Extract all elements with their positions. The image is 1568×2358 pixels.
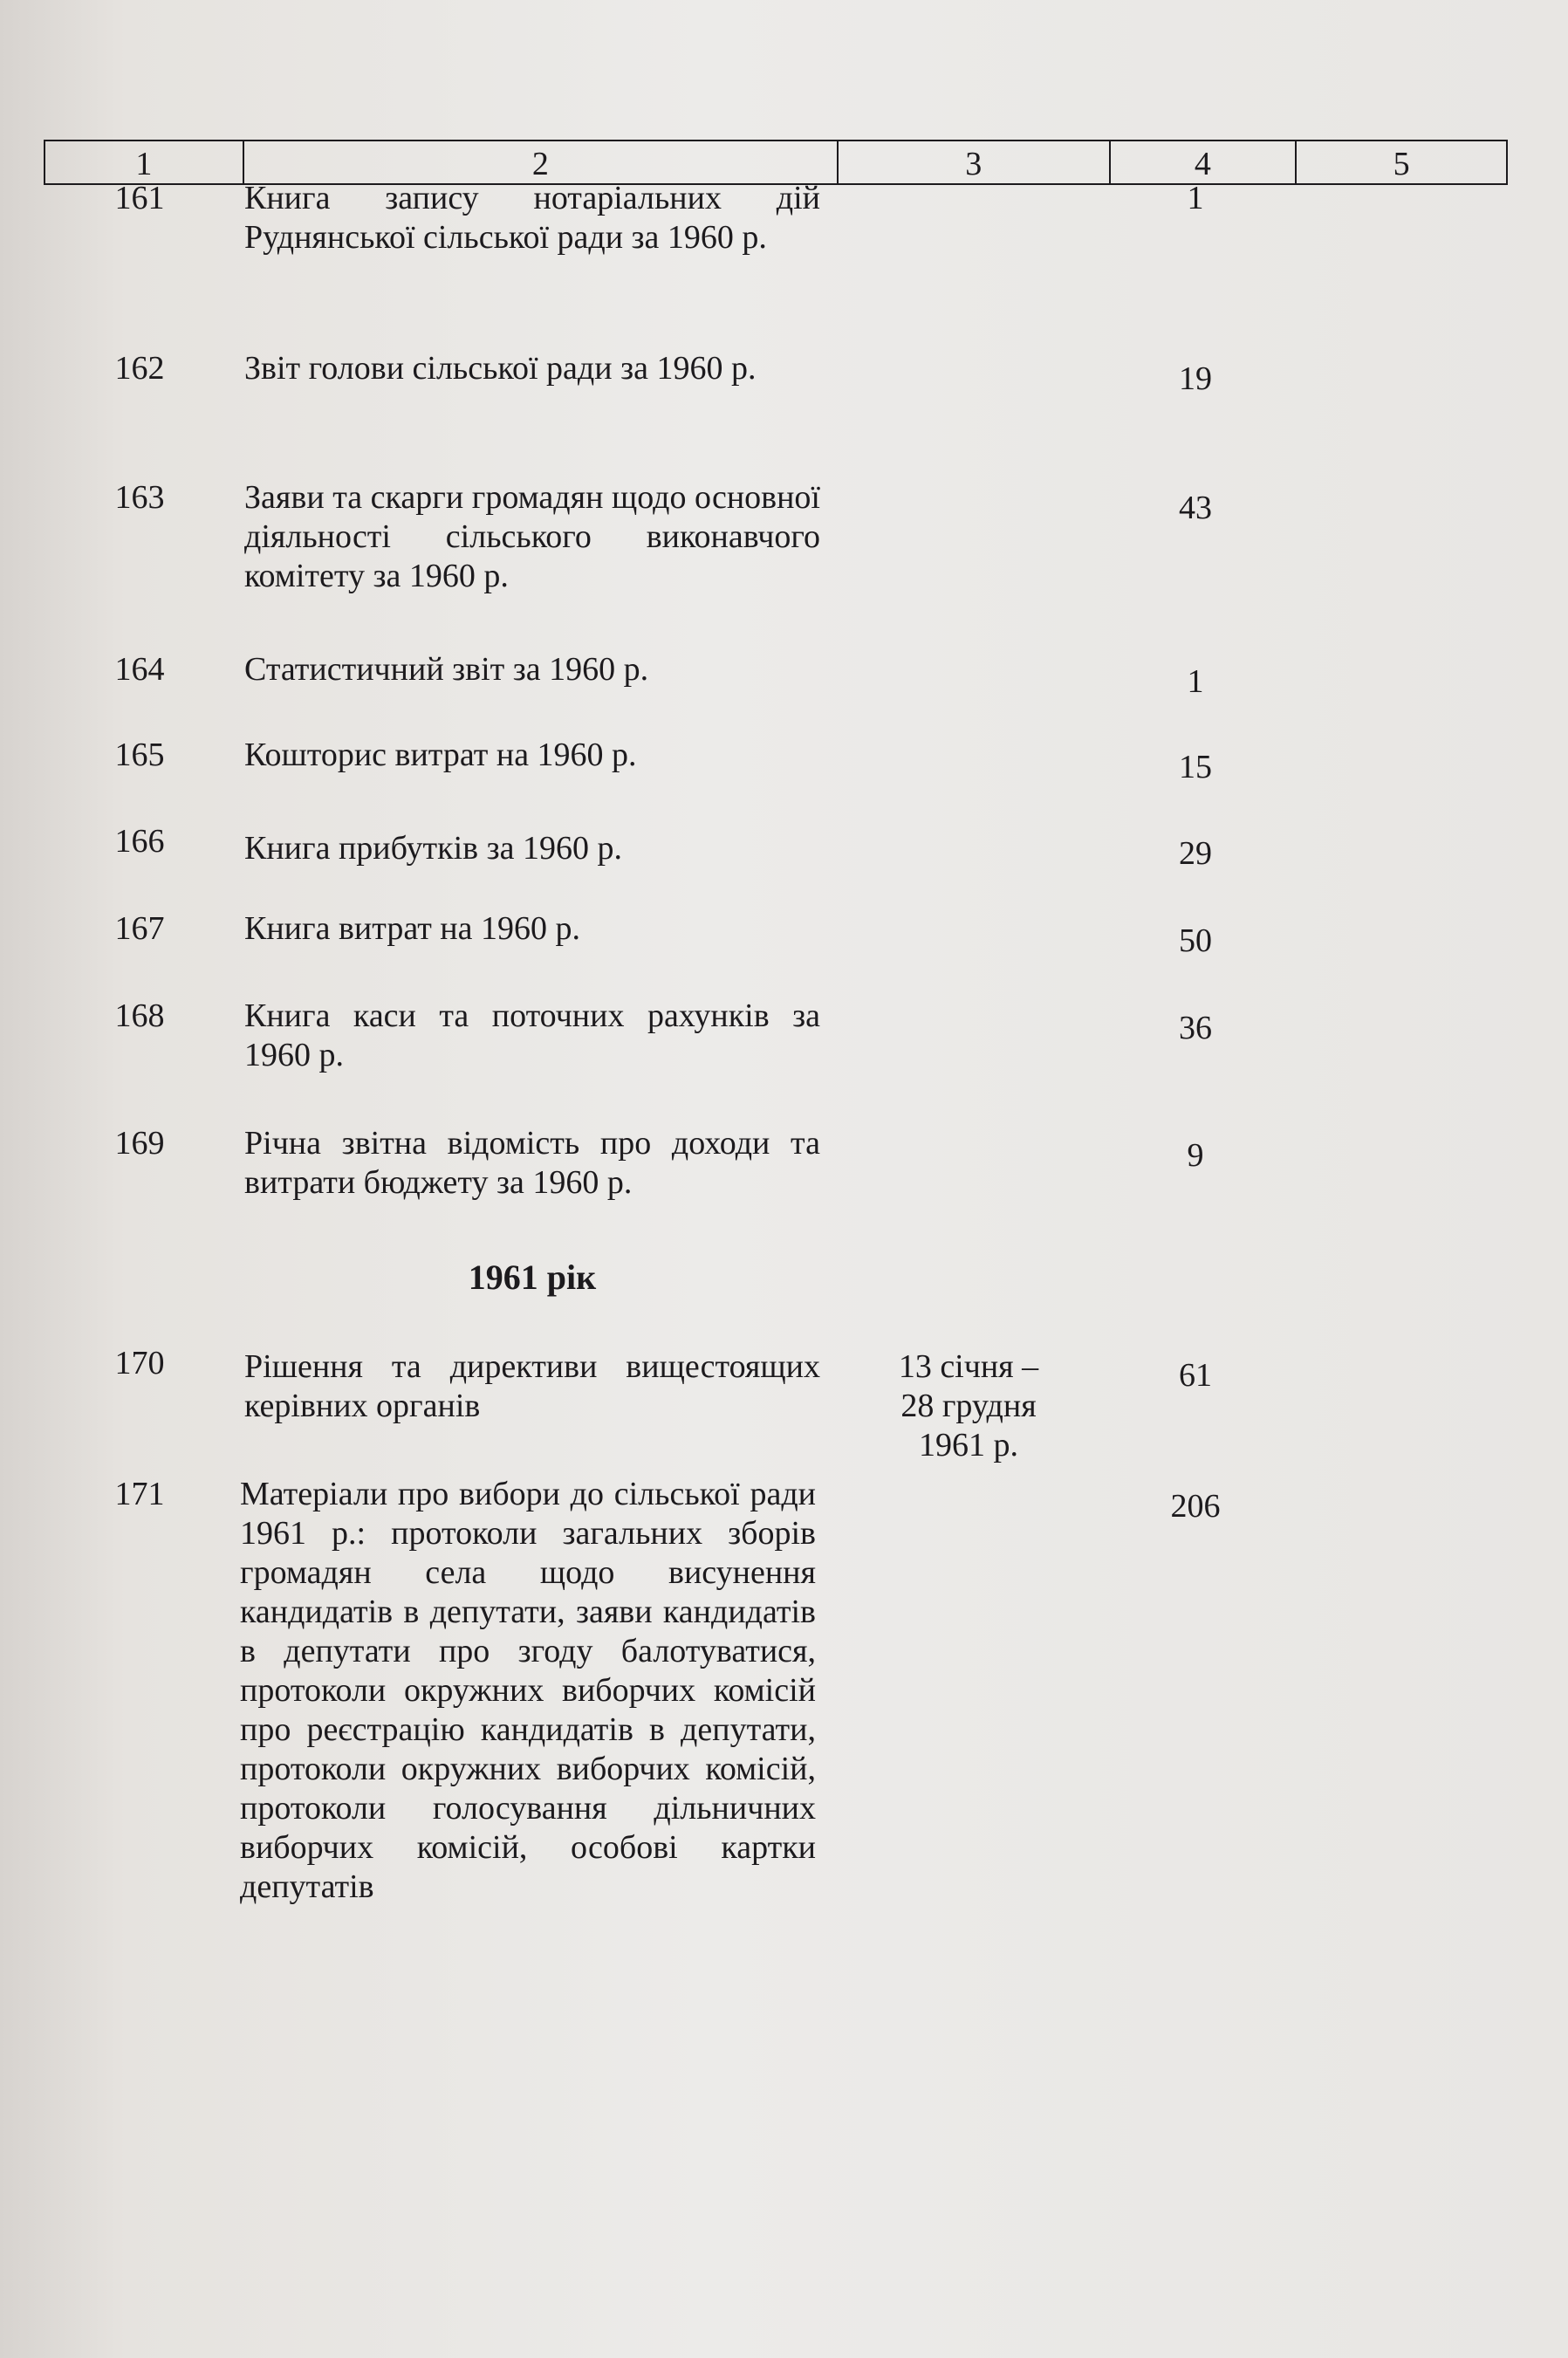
header-col-4: 4 (1111, 141, 1298, 183)
row-sheets: 1 (1187, 180, 1204, 216)
row-description: Рішення та директиви вищестоящих керівних органів (244, 1348, 820, 1424)
row-description: Книга витрат на 1960 р. (244, 910, 581, 947)
header-col-5: 5 (1393, 146, 1410, 182)
row-sheets: 19 (1179, 360, 1212, 397)
row-sheets: 206 (1170, 1488, 1221, 1525)
row-number: 167 (114, 910, 165, 947)
row-number: 169 (114, 1125, 165, 1162)
row-sheets: 15 (1179, 749, 1212, 785)
row-dates (855, 1347, 1082, 1465)
row-number: 161 (114, 180, 165, 216)
row-description: Звіт голови сільської ради за 1960 р. (244, 350, 757, 387)
row-description: Матеріали про вибори до сільської ради 1961 р.: протоколи загальних зборів громадян села щодо висунення кандидатів в депутати, заяви кандидатів в депутати про згоду балотуватися, протоколи окружних виборчих комісій про реєстрацію кандидатів в депутати, протоколи окружних виборчих комісій, протоколи голосування дільничних виборчих комісій, особові картки депутатів (240, 1476, 816, 1905)
header-col-3: 3 (839, 141, 1111, 183)
date-end: 28 грудня (900, 1388, 1037, 1424)
row-number: 162 (114, 350, 165, 387)
row-number: 163 (114, 479, 165, 516)
row-description: Книга прибутків за 1960 р. (244, 830, 622, 867)
row-description: Заяви та скарги громадян щодо основної діяльності сільського виконавчого комітету за 1960 р. (244, 479, 820, 594)
row-number: 164 (114, 651, 165, 688)
date-year: 1961 р. (919, 1427, 1018, 1463)
row-sheets: 36 (1179, 1010, 1212, 1046)
header-col-1: 1 (45, 141, 244, 183)
row-sheets: 50 (1179, 922, 1212, 959)
row-number: 166 (114, 823, 165, 860)
row-number: 168 (114, 997, 165, 1034)
row-description: Статистичний звіт за 1960 р. (244, 651, 649, 688)
row-number: 171 (114, 1476, 165, 1512)
row-description: Книга запису нотаріальних дій Руднянської сільської ради за 1960 р. (244, 180, 820, 256)
row-description: Книга каси та поточних рахунків за 1960 р. (244, 997, 820, 1073)
row-number: 165 (114, 737, 165, 773)
row-sheets: 9 (1187, 1137, 1204, 1174)
row-sheets: 43 (1179, 490, 1212, 526)
row-sheets: 1 (1187, 663, 1204, 700)
date-start: 13 січня – (898, 1348, 1039, 1385)
row-sheets: 61 (1179, 1357, 1212, 1394)
row-description: Кошторис витрат на 1960 р. (244, 737, 637, 773)
row-description: Річна звітна відомість про доходи та витрати бюджету за 1960 р. (244, 1125, 820, 1201)
header-col-2: 2 (244, 141, 839, 183)
row-sheets: 29 (1179, 835, 1212, 872)
section-title: 1961 рік (468, 1258, 597, 1297)
row-number: 170 (114, 1345, 165, 1381)
